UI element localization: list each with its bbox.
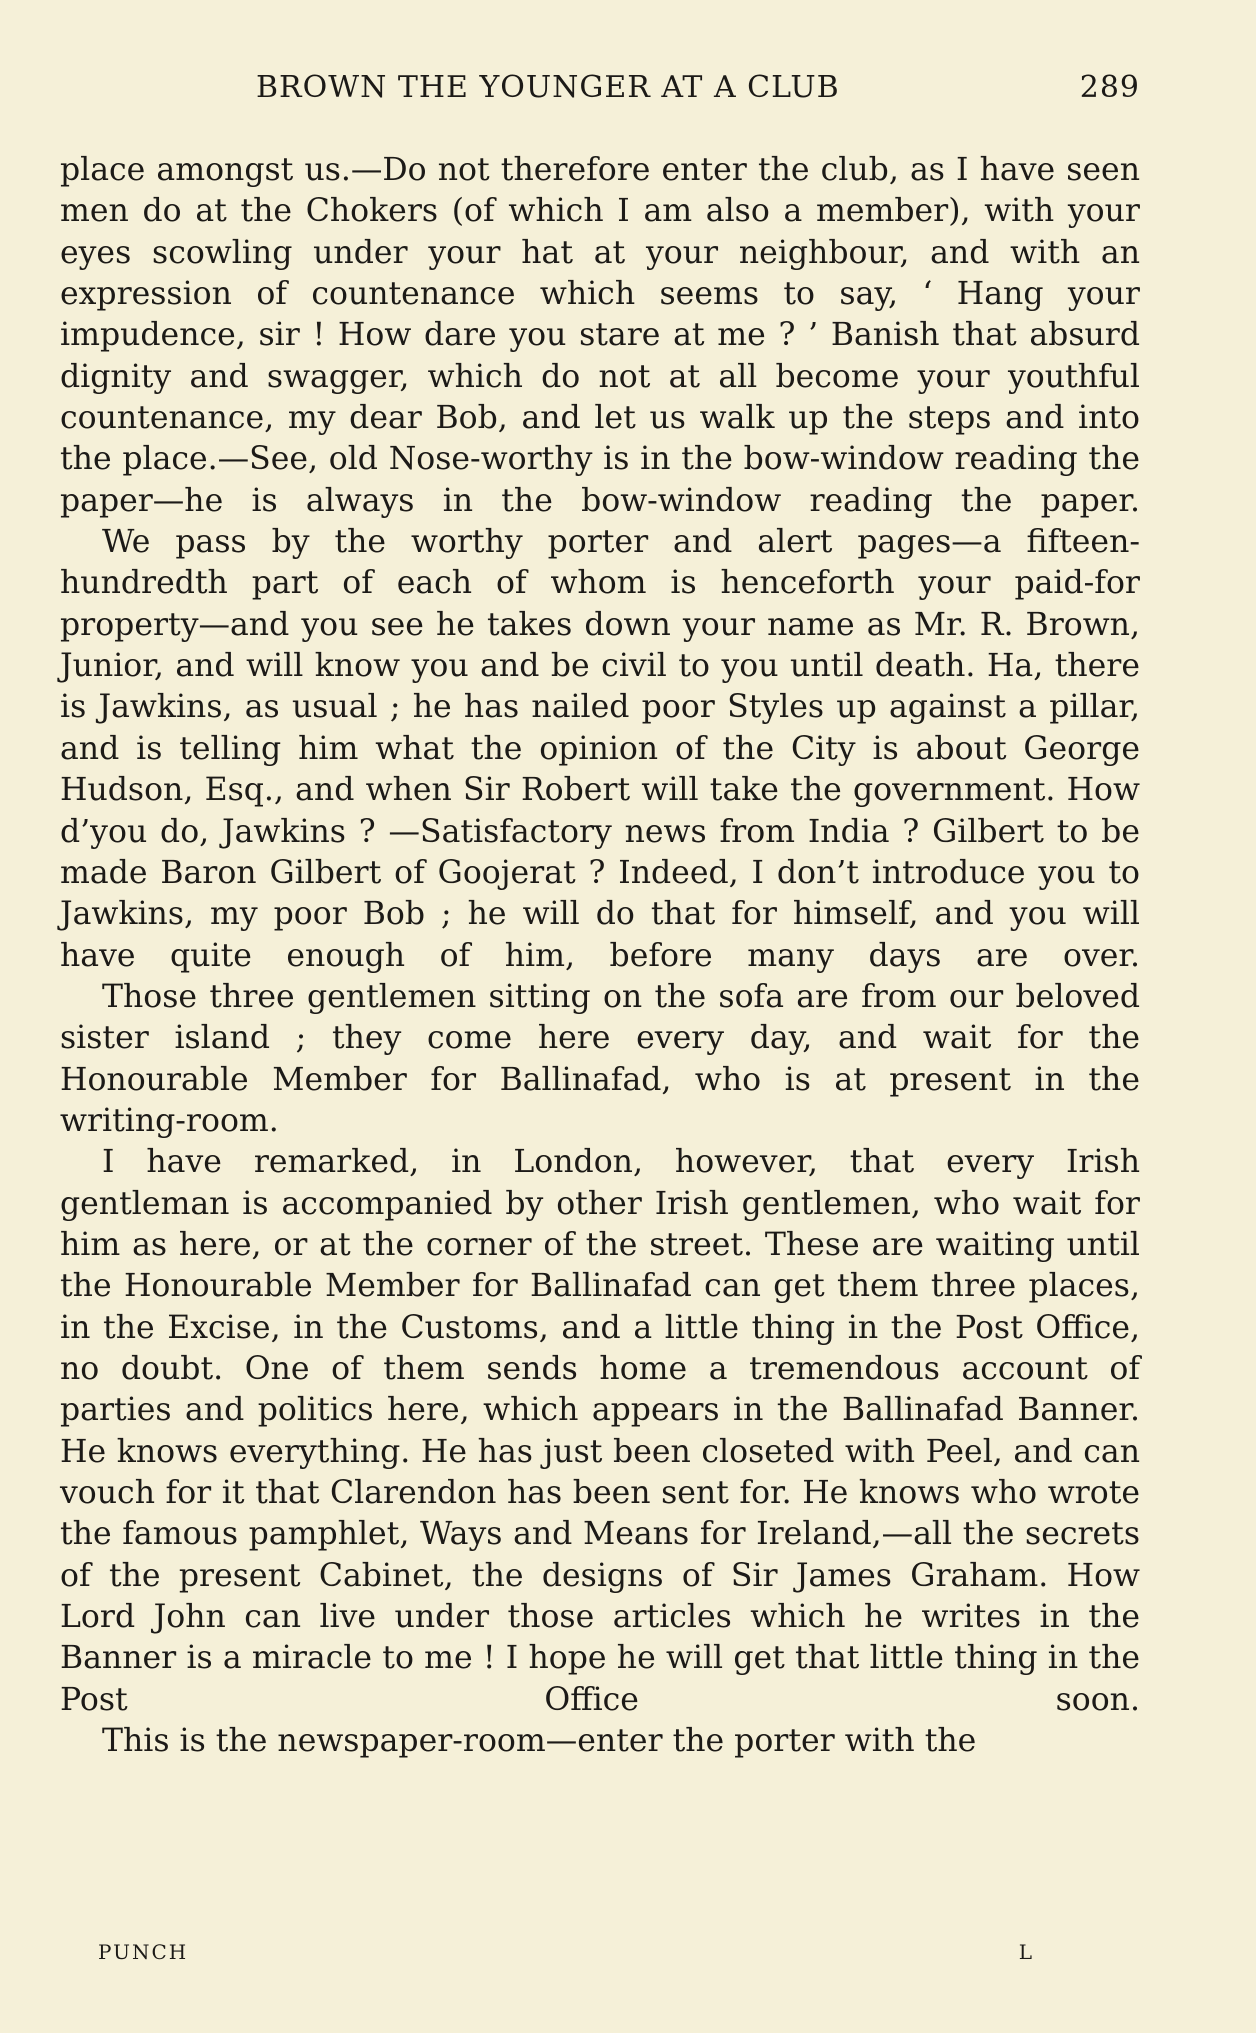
signature-mark: L — [1018, 1940, 1034, 1964]
running-head — [60, 70, 1140, 110]
paragraph: place amongst us.—Do not therefore enter the club, as I have seen men do at the Chokers (of which I am also a member), with your eyes scowling under your hat at your neighbour, and with an expression of countenance which seems to say, ‘ Hang your impudence, sir ! How dare you stare at me ? ’ Banish that absurd dignity and swagger, which do not at all become your youthful countenance, my dear Bob, and let us walk up the steps and into the place.—See, old Nose-worthy is in the bow-window reading the paper—he is always in the bow-window reading the paper. — [60, 152, 1140, 519]
page-number: 289 — [1079, 70, 1140, 105]
running-title: BROWN THE YOUNGER AT A CLUB — [256, 70, 840, 105]
paragraph: We pass by the worthy porter and alert pages—a fifteen-hundredth part of each of whom is henceforth your paid-for property—and you see he takes down your name as Mr. R. Brown, Junior, and will know you and be civil to you until death. Ha, there is Jawkins, as usual ; he has nailed poor Styles up against a pillar, and is telling him what the opinion of the City is about George Hudson, Esq., and when Sir Robert will take the government. How d’you do, Jawkins ? —Satisfactory news from India ? Gilbert to be made Baron Gilbert of Goojerat ? Indeed, I don’t introduce you to Jawkins, my poor Bob ; he will do that for himself, and you will have quite enough of him, before many days are over. — [60, 524, 1140, 974]
printer-signature: PUNCH — [98, 1940, 189, 1964]
paragraph: This is the newspaper-room—enter the porter with the — [102, 1723, 977, 1760]
body-text — [60, 150, 1140, 1762]
paragraph: Those three gentlemen sitting on the sofa are from our beloved sister island ; they come here every day, and wait for the Honourable Member for Ballinafad, who is at present in the writing-room. — [60, 978, 1140, 1139]
paragraph: I have remarked, in London, however, that every Irish gentleman is accompanied by other Irish gentlemen, who wait for him as here, or at the corner of the street. These are waiting until the Honourable Member for Ballinafad can get them three places, in the Excise, in the Customs, and a little thing in the Post Office, no doubt. One of them sends home a tremendous account of parties and politics here, which appears in the Ballinafad Banner. He knows everything. He has just been closeted with Peel, and can vouch for it that Clarendon has been sent for. He knows who wrote the famous pamphlet, Ways and Means for Ireland,—all the secrets of the present Cabinet, the designs of Sir James Graham. How Lord John can live under those articles which he writes in the Banner is a miracle to me ! I hope he will get that little thing in the Post Office soon. — [60, 1144, 1140, 1718]
